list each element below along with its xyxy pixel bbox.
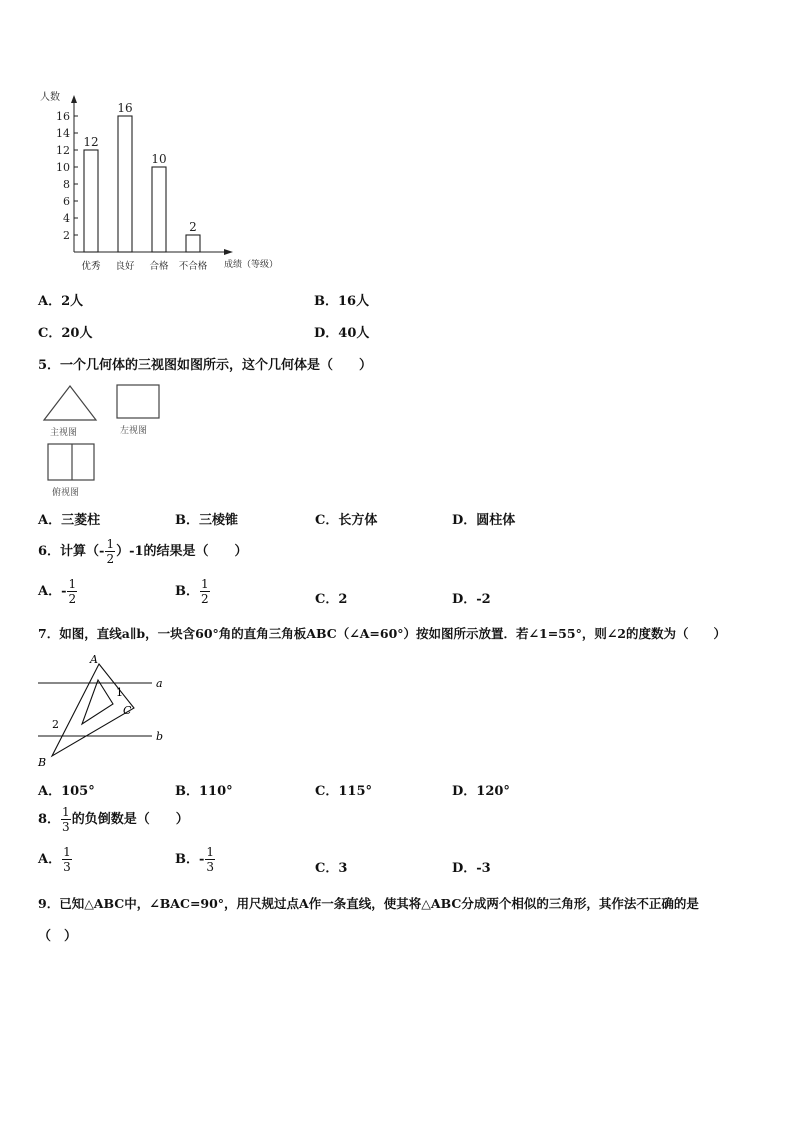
label-angle2: 2 [52, 718, 59, 731]
bar [118, 116, 132, 252]
y-tick-label: 10 [56, 161, 70, 174]
left-view-label: 左视图 [120, 426, 148, 436]
q6-stem: 6．计算（- $\frac{1}{2}$ ）-1的结果是（ ） [38, 537, 248, 566]
q5-option-d[interactable]: D．圆柱体 [452, 513, 516, 528]
triangle-outer [52, 664, 134, 756]
front-view-label: 主视图 [50, 428, 78, 438]
label-angle1: 1 [116, 686, 123, 699]
q7-stem: 7．如图，直线a∥b，一块含60°角的直角三角板ABC（∠A=60°）按如图所示放置．若∠1=55°，则∠2的度数为（ ） [38, 626, 726, 641]
q5-stem: 5．一个几何体的三视图如图所示，这个几何体是（ ） [38, 358, 373, 373]
q7-option-d[interactable]: D．120° [452, 784, 510, 799]
q4-option-b[interactable]: B．16人 [314, 294, 370, 309]
y-tick-label: 8 [63, 178, 70, 191]
q4-option-d[interactable]: D．40人 [314, 326, 370, 341]
bar [152, 167, 166, 252]
q5-option-a[interactable]: A．三菱柱 [38, 513, 101, 528]
parallel-lines-triangle-figure [34, 650, 174, 772]
x-category-label: 不合格 [178, 261, 208, 272]
label-b: b [156, 730, 164, 743]
bar [84, 150, 98, 252]
x-category-label: 良好 [115, 261, 135, 272]
bar-chart [36, 86, 306, 278]
label-C: C [123, 704, 132, 717]
y-tick-label: 16 [56, 110, 70, 123]
top-view-rect [48, 444, 94, 480]
q4-option-c[interactable]: C．20人 [38, 326, 93, 341]
y-tick-label: 2 [63, 229, 70, 242]
bar-data-label: 10 [151, 152, 167, 166]
y-axis-arrow [71, 95, 77, 103]
x-axis-arrow [224, 249, 233, 255]
q5-option-b[interactable]: B．三棱锥 [175, 513, 238, 528]
q8-option-d[interactable]: D．-3 [452, 861, 491, 876]
q6-option-b[interactable]: B． $\frac{1}{2}$ [175, 577, 209, 606]
q6-option-d[interactable]: D．-2 [452, 592, 491, 607]
bar-data-label: 12 [83, 135, 99, 149]
q7-option-a[interactable]: A．105° [38, 784, 95, 799]
q6-option-a[interactable]: A．- $\frac{1}{2}$ [38, 577, 77, 606]
q8-option-c[interactable]: C．3 [315, 861, 348, 876]
q6-stem-fraction: $\frac{1}{2}$ [106, 537, 115, 566]
label-B: B [38, 756, 47, 769]
q8-stem: 8． $\frac{1}{3}$ 的负倒数是（ ） [38, 805, 189, 834]
bar-data-label: 2 [189, 220, 197, 234]
y-axis-label: 人数 [40, 92, 60, 103]
three-views-figure [38, 380, 168, 500]
y-tick-label: 4 [63, 212, 70, 225]
q7-option-b[interactable]: B．110° [175, 784, 233, 799]
x-axis-label: 成绩（等级） [224, 260, 279, 270]
y-tick-label: 12 [56, 144, 70, 157]
label-a: a [156, 677, 163, 690]
triangle-inner [82, 680, 113, 724]
bar [186, 235, 200, 252]
y-tick-label: 14 [56, 127, 70, 140]
x-category-label: 优秀 [81, 261, 101, 272]
q9-stem-line2: （ ） [38, 929, 78, 944]
q8-stem-fraction: $\frac{1}{3}$ [62, 805, 70, 834]
q7-option-c[interactable]: C．115° [315, 784, 372, 799]
q9-stem-line1: 9．已知△ABC中，∠BAC=90°，用尺规过点A作一条直线，使其将△ABC分成两个相似的三角形，其作法不正确的是 [38, 896, 699, 911]
label-A: A [90, 653, 98, 666]
q4-option-a[interactable]: A．2人 [38, 294, 84, 309]
x-category-label: 合格 [149, 261, 169, 272]
q8-option-a[interactable]: A． $\frac{1}{3}$ [38, 845, 71, 874]
y-tick-label: 6 [63, 195, 70, 208]
top-view-label: 俯视图 [52, 488, 80, 498]
q8-option-b[interactable]: B．- $\frac{1}{3}$ [175, 845, 215, 874]
front-view-triangle [44, 386, 96, 420]
left-view-rect [117, 385, 159, 418]
q5-option-c[interactable]: C．长方体 [315, 513, 378, 528]
q6-option-c[interactable]: C．2 [315, 592, 348, 607]
bar-data-label: 16 [117, 101, 133, 115]
